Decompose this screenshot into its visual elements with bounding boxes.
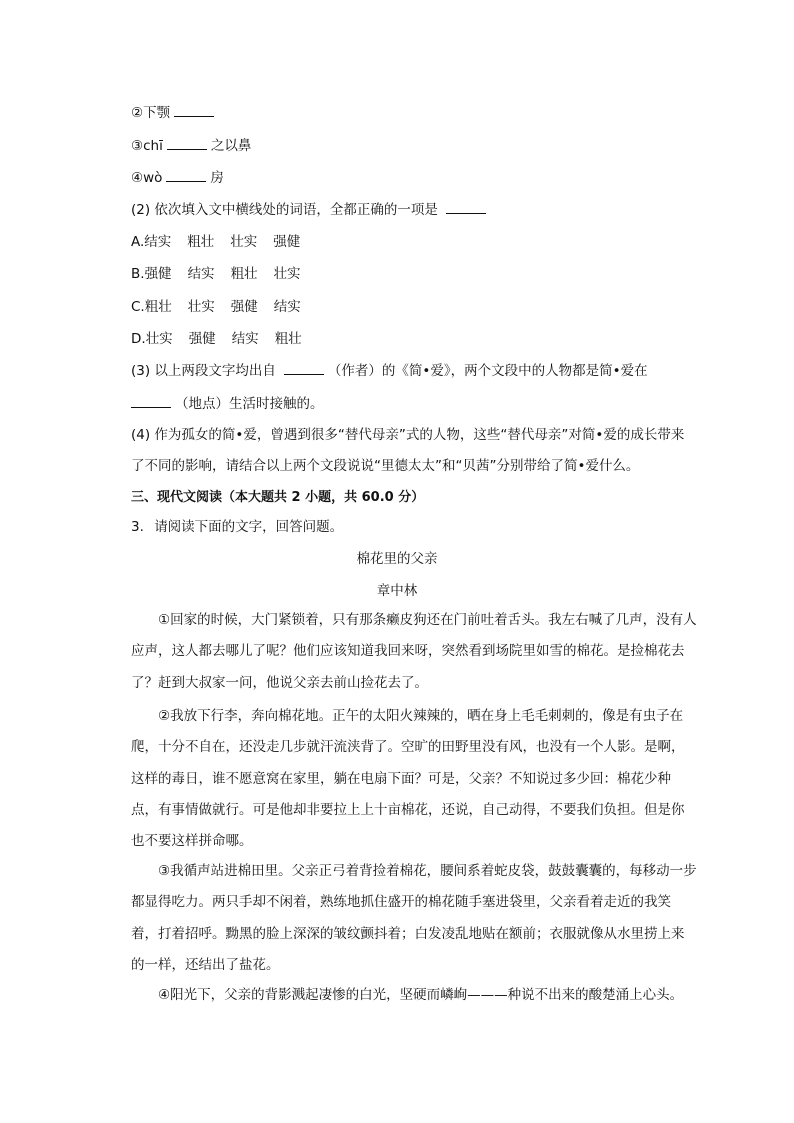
q2-stem [131,201,490,219]
answer-blank [284,362,324,375]
q2-option-c [131,298,317,316]
option-word: 粗壮 [187,234,215,250]
option-label: C. [131,299,145,315]
option-word: 结实 [187,266,215,282]
q3-line-1 [131,362,648,380]
answer-blank [167,137,207,150]
option-word: 结实 [273,299,301,315]
option-word: 强健 [144,266,172,282]
option-word: 强健 [188,331,216,347]
section-3-title: 三、现代文阅读（本大题共 2 小题，共 60.0 分） [131,490,425,505]
option-word: 结实 [144,234,172,250]
question-number: 3. [131,519,144,535]
q1-item-2-prefix: ②下颚 [131,105,171,121]
option-word: 壮实 [273,266,301,282]
article-paragraph-4: ④阳光下，父亲的背影溅起凄惨的白光，坚硬而嶙峋———种说不出来的酸楚涌上心头。 [158,987,684,1003]
article-paragraph-2: ②我放下行李，奔向棉花地。正午的太阳火辣辣的，晒在身上毛毛刺刺的，像是有虫子在爬，十分不自在，还没走几步就汗流浃背了。空旷的田野里没有风，也没有一个人影。是啊，这样的毒日，谁不愿意窝在家里，躺在电扇下面？可是，父亲？不知说过多少回：棉花少种点，有事情做就行。可是他却非要拉上上十亩棉花，还说，自己动得，不要我们负担。但是你也不要这样拼命哪。 [131,708,685,850]
q3-part-1: (3) 以上两段文字均出自 [131,363,276,379]
option-word: 结实 [231,331,259,347]
q2-option-a [131,233,316,251]
q4-text: (4) 作为孤女的简•爱，曾遇到很多“替代母亲”式的人物，这些“替代母亲”对简•爱的成长带来了不同的影响，请结合以上两个文段说说“里德太太”和“贝茜”分别带给了简•爱什么。 [131,427,685,474]
q1-item-3-suffix: 之以鼻 [210,138,252,154]
option-label: D. [131,331,146,347]
option-word: 强健 [273,234,301,250]
q2-stem-text: (2) 依次填入文中横线处的词语，全都正确的一项是 [131,202,438,218]
q1-item-4 [131,169,224,187]
question-3 [131,518,343,536]
q2-option-d [131,330,318,348]
q3-part-3: （地点）生活时接触的。 [175,396,324,412]
option-word: 壮实 [145,331,173,347]
option-word: 粗壮 [230,266,258,282]
q1-item-2 [131,104,218,122]
article-author: 章中林 [376,583,418,599]
q3-part-2: （作者）的《简•爱》，两个文段中的人物都是简•爱在 [327,363,648,379]
option-word: 强健 [230,299,258,315]
answer-blank [131,395,171,408]
article-title: 棉花里的父亲 [356,551,438,567]
option-word: 粗壮 [144,299,172,315]
answer-blank [174,104,214,117]
q1-item-3 [131,137,251,155]
option-label: A. [131,234,145,250]
q1-item-4-suffix: 房 [210,170,224,186]
q3-line-2 [131,395,324,413]
q2-option-b [131,265,317,283]
article-paragraph-3: ③我循声站进棉田里。父亲正弓着背捡着棉花，腰间系着蛇皮袋，鼓鼓囊囊的，每移动一步都显得吃力。两只手却不闲着，熟练地抓住盛开的棉花随手塞进袋里，父亲看着走近的我笑着，打着招呼。黝黑的脸上深深的皱纹颤抖着；白发凌乱地贴在额前；衣服就像从水里捞上来的一样，还结出了盐花。 [131,863,697,973]
q1-item-3-prefix: ③chī [131,138,163,154]
option-label: B. [131,266,145,282]
q1-item-4-prefix: ④wò [131,170,163,186]
option-word: 壮实 [230,234,258,250]
answer-blank [446,201,486,214]
article-paragraph-1: ①回家的时候，大门紧锁着，只有那条癞皮狗还在门前吐着舌头。我左右喊了几声，没有人应声，这人都去哪儿了呢？他们应该知道我回来呀，突然看到场院里如雪的棉花。是捡棉花去了？赶到大叔家一问，他说父亲去前山捡花去了。 [131,612,697,691]
question-instruction: 请阅读下面的文字，回答问题。 [154,519,344,535]
option-word: 壮实 [187,299,215,315]
option-word: 粗壮 [274,331,302,347]
answer-blank [166,169,206,182]
